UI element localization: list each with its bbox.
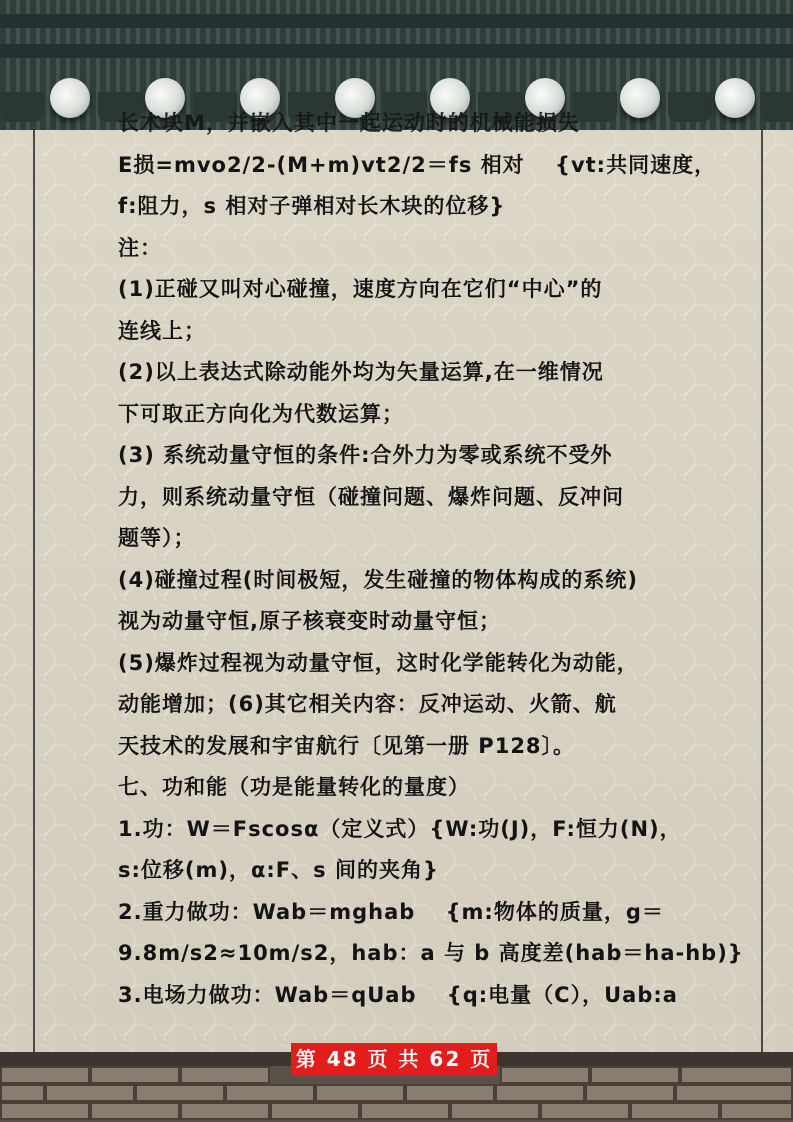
text-line: (4)碰撞过程(时间极短，发生碰撞的物体构成的系统): [118, 567, 639, 592]
text-line: 题等）；: [118, 526, 196, 550]
text-line: 动能增加；(6)其它相关内容：反冲运动、火箭、航: [118, 692, 617, 716]
text-line: 力，则系统动量守恒（碰撞问题、爆炸问题、反冲问: [118, 484, 624, 509]
text-line: 天技术的发展和宇宙航行〔见第一册 P128〕。: [118, 733, 576, 758]
text-line: s:位移(m)，α:F、s 间的夹角}: [118, 858, 439, 882]
right-border-line: [761, 110, 763, 1055]
text-line: 注：: [118, 235, 162, 260]
text-line: 2.重力做功：Wab＝mghab {m:物体的质量，g＝: [118, 899, 664, 924]
text-line: (5)爆炸过程视为动量守恒，这时化学能转化为动能，: [118, 650, 639, 675]
left-border-line: [33, 110, 35, 1055]
text-line: 连线上；: [118, 318, 206, 343]
text-line: 1.功：W＝Fscosα（定义式）{W:功(J)，F:恒力(N)，: [118, 816, 682, 841]
text-line: 下可取正方向化为代数运算；: [118, 401, 404, 426]
text-line: (3) 系统动量守恒的条件:合外力为零或系统不受外: [118, 443, 613, 467]
text-line: 3.电场力做功：Wab＝qUab {q:电量（C），Uab:a: [118, 982, 678, 1007]
text-line: f:阻力，s 相对子弹相对长木块的位移}: [118, 194, 506, 218]
text-line: 视为动量守恒,原子核衰变时动量守恒；: [118, 609, 501, 633]
section-heading: 七、功和能（功是能量转化的量度）: [118, 775, 470, 799]
page-number-badge: 第 48 页 共 62 页: [291, 1043, 497, 1075]
text-line: E损=mvo2/2-(M+m)vt2/2＝fs 相对 {vt:共同速度，: [118, 152, 717, 177]
text-line: (2)以上表达式除动能外均为矢量运算,在一维情况: [118, 360, 604, 384]
document-body: [118, 103, 744, 1016]
text-line: 长木块M，并嵌入其中一起运动时的机械能损失: [118, 111, 580, 135]
text-line: (1)正碰又叫对心碰撞，速度方向在它们“中心”的: [118, 277, 603, 301]
text-line: 9.8m/s2≈10m/s2，hab：a 与 b 高度差(hab＝ha-hb)}: [118, 941, 744, 965]
